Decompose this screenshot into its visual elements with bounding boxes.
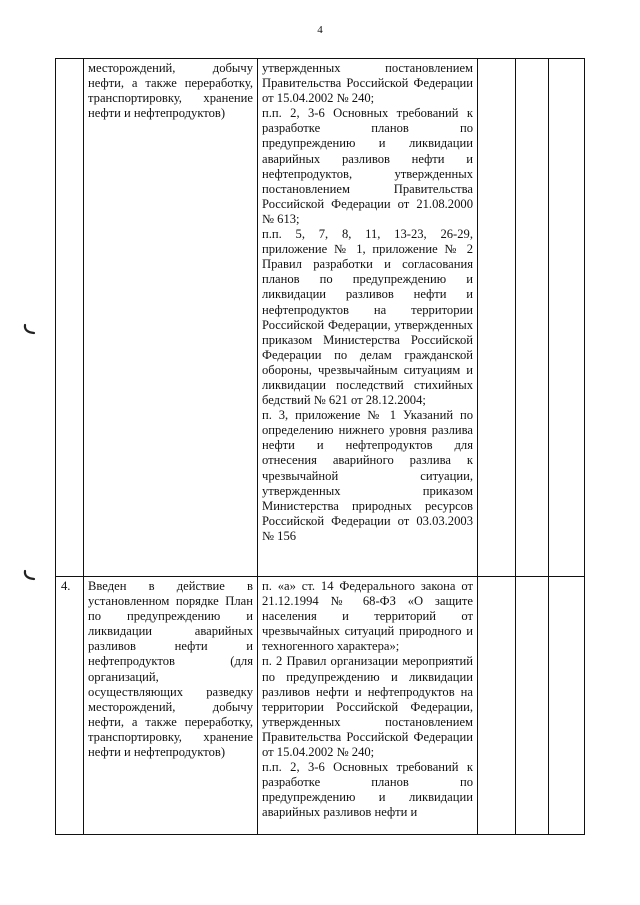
requirement-cell bbox=[84, 577, 258, 835]
punch-hole-mark-bottom bbox=[22, 568, 36, 582]
answer-no-cell bbox=[516, 59, 549, 577]
table-row bbox=[56, 577, 585, 835]
legal-reference-cell bbox=[258, 59, 478, 577]
answer-yes-cell bbox=[478, 577, 516, 835]
legal-reference-text: утвержденных постановлением Правительства Российской Федерации от 15.04.2002 № 240; п.п. 2, 3-6 Основных требований к разработке планов по предупреждению и ликвидации аварийных разливов нефти и нефтепродуктов, утвержденных постановлением Правительства Российской Федерации от 21.08.2000 № 613; п.п. 5, 7, 8, 11, 13-23, 26-29, приложение № 1, приложение № 2 Правил разработки и согласования планов по предупреждению и ликвидации разливов нефти и нефтепродуктов на территории Российской Федерации, утвержденных приказом Министерства Российской Федерации по делам гражданской обороны, чрезвычайным ситуациям и ликвидации последствий стихийных бедствий № 621 от 28.12.2004; п. 3, приложение № 1 Указаний по определению нижнего уровня разлива нефти и нефтепродуктов для отнесения аварийного разлива к чрезвычайной ситуации, утвержденных приказом Министерства природных ресурсов Российской Федерации от 03.03.2003 № 156 bbox=[262, 61, 473, 543]
requirement-cell bbox=[84, 59, 258, 577]
legal-reference-cell bbox=[258, 577, 478, 835]
punch-hole-mark-top bbox=[22, 322, 36, 336]
answer-not-applicable-cell bbox=[549, 577, 585, 835]
answer-not-applicable-cell bbox=[549, 59, 585, 577]
table-row bbox=[56, 59, 585, 577]
answer-no-cell bbox=[516, 577, 549, 835]
row-number bbox=[56, 59, 84, 577]
row-number: 4. bbox=[56, 577, 84, 835]
requirements-table bbox=[55, 58, 585, 835]
requirement-text: Введен в действие в установленном порядке План по предупреждению и ликвидации аварийных разливов нефти и нефтепродуктов (для организаций, осуществляющих разведку месторождений, добычу нефти, а также переработку, транспортировку, хранение нефти и нефтепродуктов) bbox=[88, 579, 253, 760]
requirement-text: месторождений, добычу нефти, а также переработку, транспортировку, хранение нефти и нефтепродуктов) bbox=[88, 61, 253, 121]
page-number: 4 bbox=[317, 24, 323, 36]
legal-reference-text: п. «а» ст. 14 Федерального закона от 21.12.1994 № 68-ФЗ «О защите населения и территорий от чрезвычайных ситуаций природного и техногенного характера»; п. 2 Правил организации мероприятий по предупреждению и ликвидации разливов нефти и нефтепродуктов на территории Российской Федерации, утвержденных постановлением Правительства Российской Федерации от 15.04.2002 № 240; п.п. 2, 3-6 Основных требований к разработке планов по предупреждению и ликвидации аварийных разливов нефти и bbox=[262, 579, 473, 820]
answer-yes-cell bbox=[478, 59, 516, 577]
